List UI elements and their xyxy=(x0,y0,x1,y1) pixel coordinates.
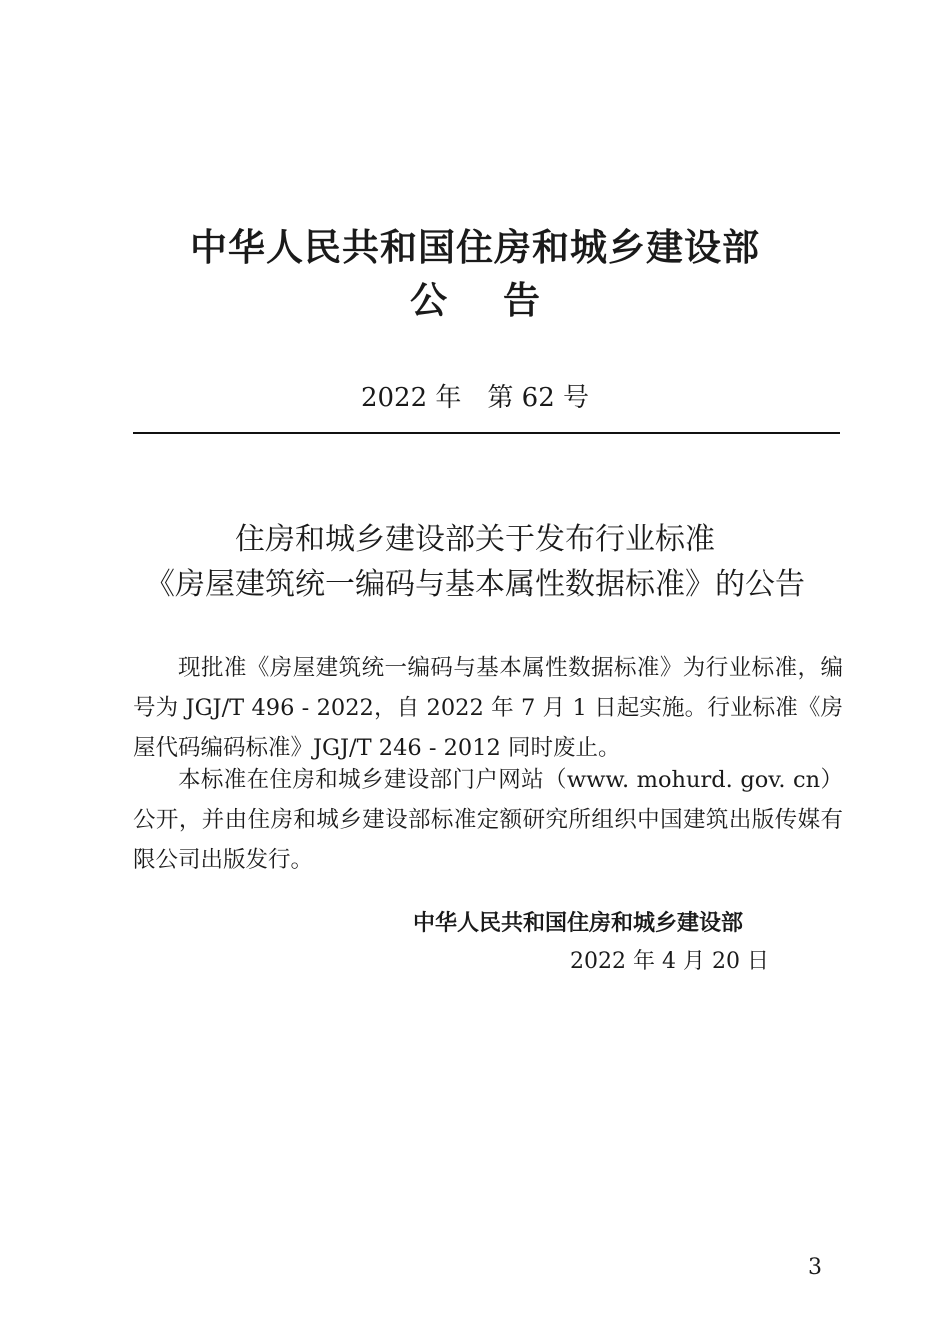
body-paragraph-2 xyxy=(133,760,843,880)
paragraph-text: 本标准在住房和城乡建设部门户网站（www. mohurd. gov. cn）公开，并由住房和城乡建设部标准定额研究所组织中国建筑出版传媒有限公司出版发行。 xyxy=(133,767,843,873)
paragraph-text: 现批准《房屋建筑统一编码与基本属性数据标准》为行业标准，编号为 JGJ/T 496 - 2022，自 2022 年 7 月 1 日起实施。行业标准《房屋代码编码标准》JGJ/T 246 - 2012 同时废止。 xyxy=(133,655,843,761)
issue-number: 2022 年 第 62 号 xyxy=(360,383,590,413)
headline-line-1: 住房和城乡建设部关于发布行业标准 xyxy=(235,522,715,557)
signature-organization: 中华人民共和国住房和城乡建设部 xyxy=(413,911,744,936)
header-divider xyxy=(133,432,840,434)
document-type-title: 公告 xyxy=(410,279,596,322)
issuer-title: 中华人民共和国住房和城乡建设部 xyxy=(190,226,760,269)
headline-line-2: 《房屋建筑统一编码与基本属性数据标准》的公告 xyxy=(145,567,805,602)
page-number: 3 xyxy=(808,1255,822,1280)
body-paragraph-1 xyxy=(133,648,843,768)
signature-date: 2022 年 4 月 20 日 xyxy=(570,949,769,974)
